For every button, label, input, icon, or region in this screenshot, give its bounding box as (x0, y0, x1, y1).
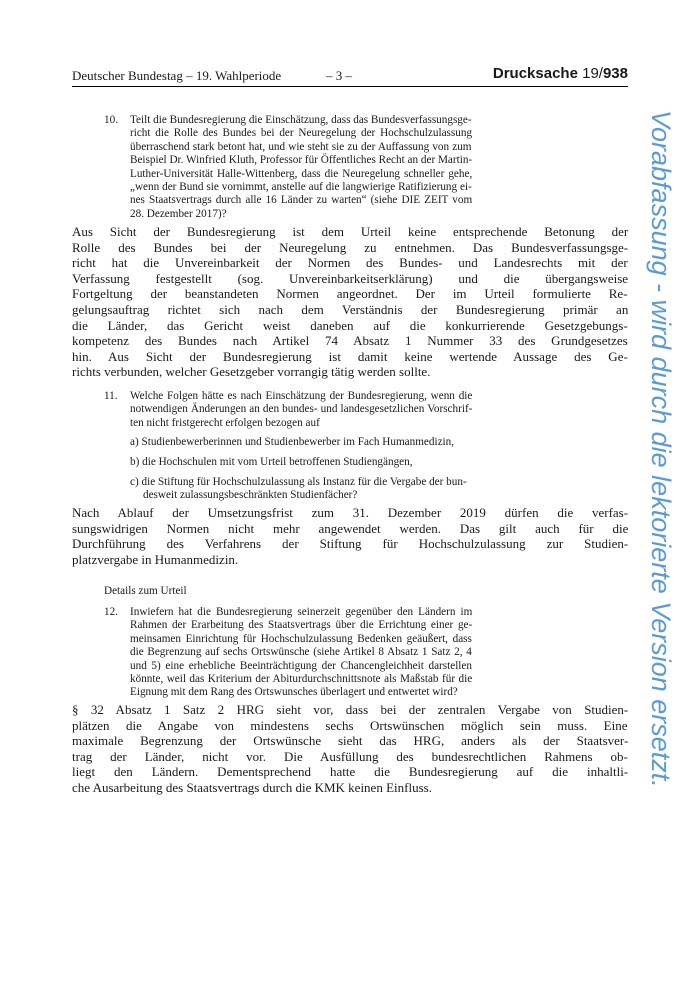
answer-line: gelungsauftrag richtet sich nach dem Verständnis der Bundesregierung primär an (72, 301, 629, 317)
drucksache-number-a: 19/ (582, 65, 603, 82)
question-line: „wenn der Bund sie vornimmt, anstelle auf die langwierige Ratifizierung ei- (130, 181, 472, 194)
answer-line: liegt den Ländern. Dementsprechend hatte die Bundesregierung auf die inhaltli- (72, 764, 629, 780)
question-number: 12. (104, 606, 118, 618)
question-line: nes Staatsvertrags durch alle 16 Länder zu warten“ (siehe DIE ZEIT vom (130, 194, 473, 207)
question-line: und 5) eine erhebliche Beeinträchtigung der Chancengleichheit darstellen (130, 659, 472, 672)
question-line: notwendigen Änderungen an den bundes- und landesgesetzlichen Vorschrif- (130, 403, 473, 416)
answer-line: plätzen die Angabe von mindestens sechs Ortswünschen möglich sein muss. Eine (72, 717, 628, 733)
question-text (130, 606, 472, 700)
answer-line: Durchführung des Verfahrens der Stiftung für Hochschulzulassung zur Studien- (72, 536, 629, 552)
question-line: richt die Rolle des Bundes bei der Neuregelung der Hochschulzulassung (130, 127, 473, 140)
page-number: – 3 – (326, 68, 352, 83)
answer-line: platzvergabe in Humanmedizin. (72, 551, 239, 567)
header-rule (72, 86, 628, 87)
answer-line: trag der Länder, nicht vor. Die Ausfüllung des bundesrechtlichen Rahmens ob- (72, 748, 628, 764)
answer-line: che Ausarbeitung des Staatsvertrags durch die KMK keinen Einfluss. (72, 779, 432, 795)
question-line: Inwiefern hat die Bundesregierung seinerzeit gegenüber den Ländern im (130, 606, 473, 618)
question-line: Rahmen der Erarbeitung des Staatsvertrags über die Errichtung einer ge- (130, 619, 473, 632)
question-line: könnte, weil das Kriterium der Abiturdurchschnittsnote als Maßstab für die (130, 673, 473, 686)
answer-10 (72, 224, 629, 380)
question-line: Teilt die Bundesregierung die Einschätzung, dass das Bundesverfassungsge- (130, 114, 472, 126)
answer-line: hin. Aus Sicht der Bundesregierung ist damit keine wertende Aussage des Ge- (72, 348, 628, 364)
answer-line: Aus Sicht der Bundesregierung ist dem Urteil keine entsprechende Betonung der (72, 224, 629, 239)
question-line: 28. Dezember 2017)? (130, 207, 227, 220)
question-line: Eignung mit dem Rang des Ortswunsches überlagert und entwertet wird? (130, 686, 458, 699)
draft-watermark (646, 110, 676, 902)
question-line: meinsamen Einrichtung für Hochschulzulassung Bedenken geäußert, dass (130, 632, 472, 645)
answer-line: richt hat die Unvereinbarkeit der Normen des Bundes- und Landesrechts mit der (72, 255, 628, 271)
answer-line: Nach Ablauf der Umsetzungsfrist zum 31. Dezember 2019 dürfen die verfas- (72, 505, 629, 520)
drucksache-label (493, 65, 628, 82)
answer-line: richts verbunden, welcher Gesetzgeber vorrangig tätig werden sollte. (72, 364, 431, 380)
answer-line: § 32 Absatz 1 Satz 2 HRG sieht vor, dass bei der zentralen Vergabe von Studien- (72, 702, 629, 717)
question-line: Welche Folgen hätte es nach Einschätzung der Bundesregierung, wenn die (130, 390, 473, 402)
question-line: Luther-Universität Halle-Wittenberg, dass die Neuregelung schneller gehe, (130, 167, 473, 180)
answer-line: Rolle des Bundes bei der Neuregelung zu entnehmen. Das Bundesverfassungsge- (72, 239, 629, 255)
question-number: 10. (104, 114, 118, 126)
drucksache-number-b: 938 (602, 65, 628, 82)
question-number: 11. (104, 390, 118, 402)
answer-line: Fortgeltung der beanstandeten Normen angeordnet. Der im Urteil formulierte Re- (72, 286, 628, 302)
answer-line: kompetenz des Bundes nach Artikel 74 Absatz 1 Nummer 33 des Grundgesetzes (72, 333, 628, 349)
drucksache-word: Drucksache (492, 65, 578, 82)
answer-line: sungswidrigen Normen nicht mehr angewendet werden. Das gilt auch für die (72, 520, 629, 536)
question-11-option-b: b) die Hochschulen mit vom Urteil betroffenen Studiengängen, (130, 456, 413, 468)
answer-11 (72, 505, 629, 567)
answer-line: maximale Begrenzung der Ortswünsche sieht das HRG, anders als der Staatsver- (72, 733, 629, 749)
question-text (130, 390, 472, 430)
question-line: überraschend stark betont hat, und wie steht sie zu der Auffassung von zum (130, 140, 472, 153)
header-left: Deutscher Bundestag – 19. Wahlperiode (72, 68, 282, 83)
option-line: c) die Stiftung für Hochschulzulassung als Instanz für die Vergabe der bun- (130, 476, 467, 488)
answer-line: die Länder, das Gericht weist daneben auf die konkurrierende Gesetzgebungs- (72, 317, 628, 333)
question-text (130, 114, 472, 221)
answer-line: Verfassung festgestellt (sog. Unvereinbarkeitserklärung) und die übergangsweise (72, 270, 629, 286)
question-11-option-c (130, 476, 467, 503)
section-label: Details zum Urteil (104, 585, 187, 597)
page-header (72, 65, 628, 88)
question-line: ten nicht fristgerecht erfolgen bezogen auf (130, 416, 320, 429)
answer-12 (72, 702, 629, 796)
watermark-text: Vorabfassung - wird durch die lektorierte Version ersetzt. (646, 110, 676, 788)
question-line: die Begrenzung auf sechs Ortswünsche (siehe Artikel 8 Absatz 1 Satz 2, 4 (130, 646, 472, 659)
option-line: desweit zulassungsbeschränkten Studienfächer? (143, 489, 358, 502)
question-11-option-a: a) Studienbewerberinnen und Studienbewerber im Fach Humanmedizin, (130, 436, 455, 448)
question-line: Beispiel Dr. Winfried Kluth, Professor für Öffentliches Recht an der Martin- (130, 154, 473, 167)
